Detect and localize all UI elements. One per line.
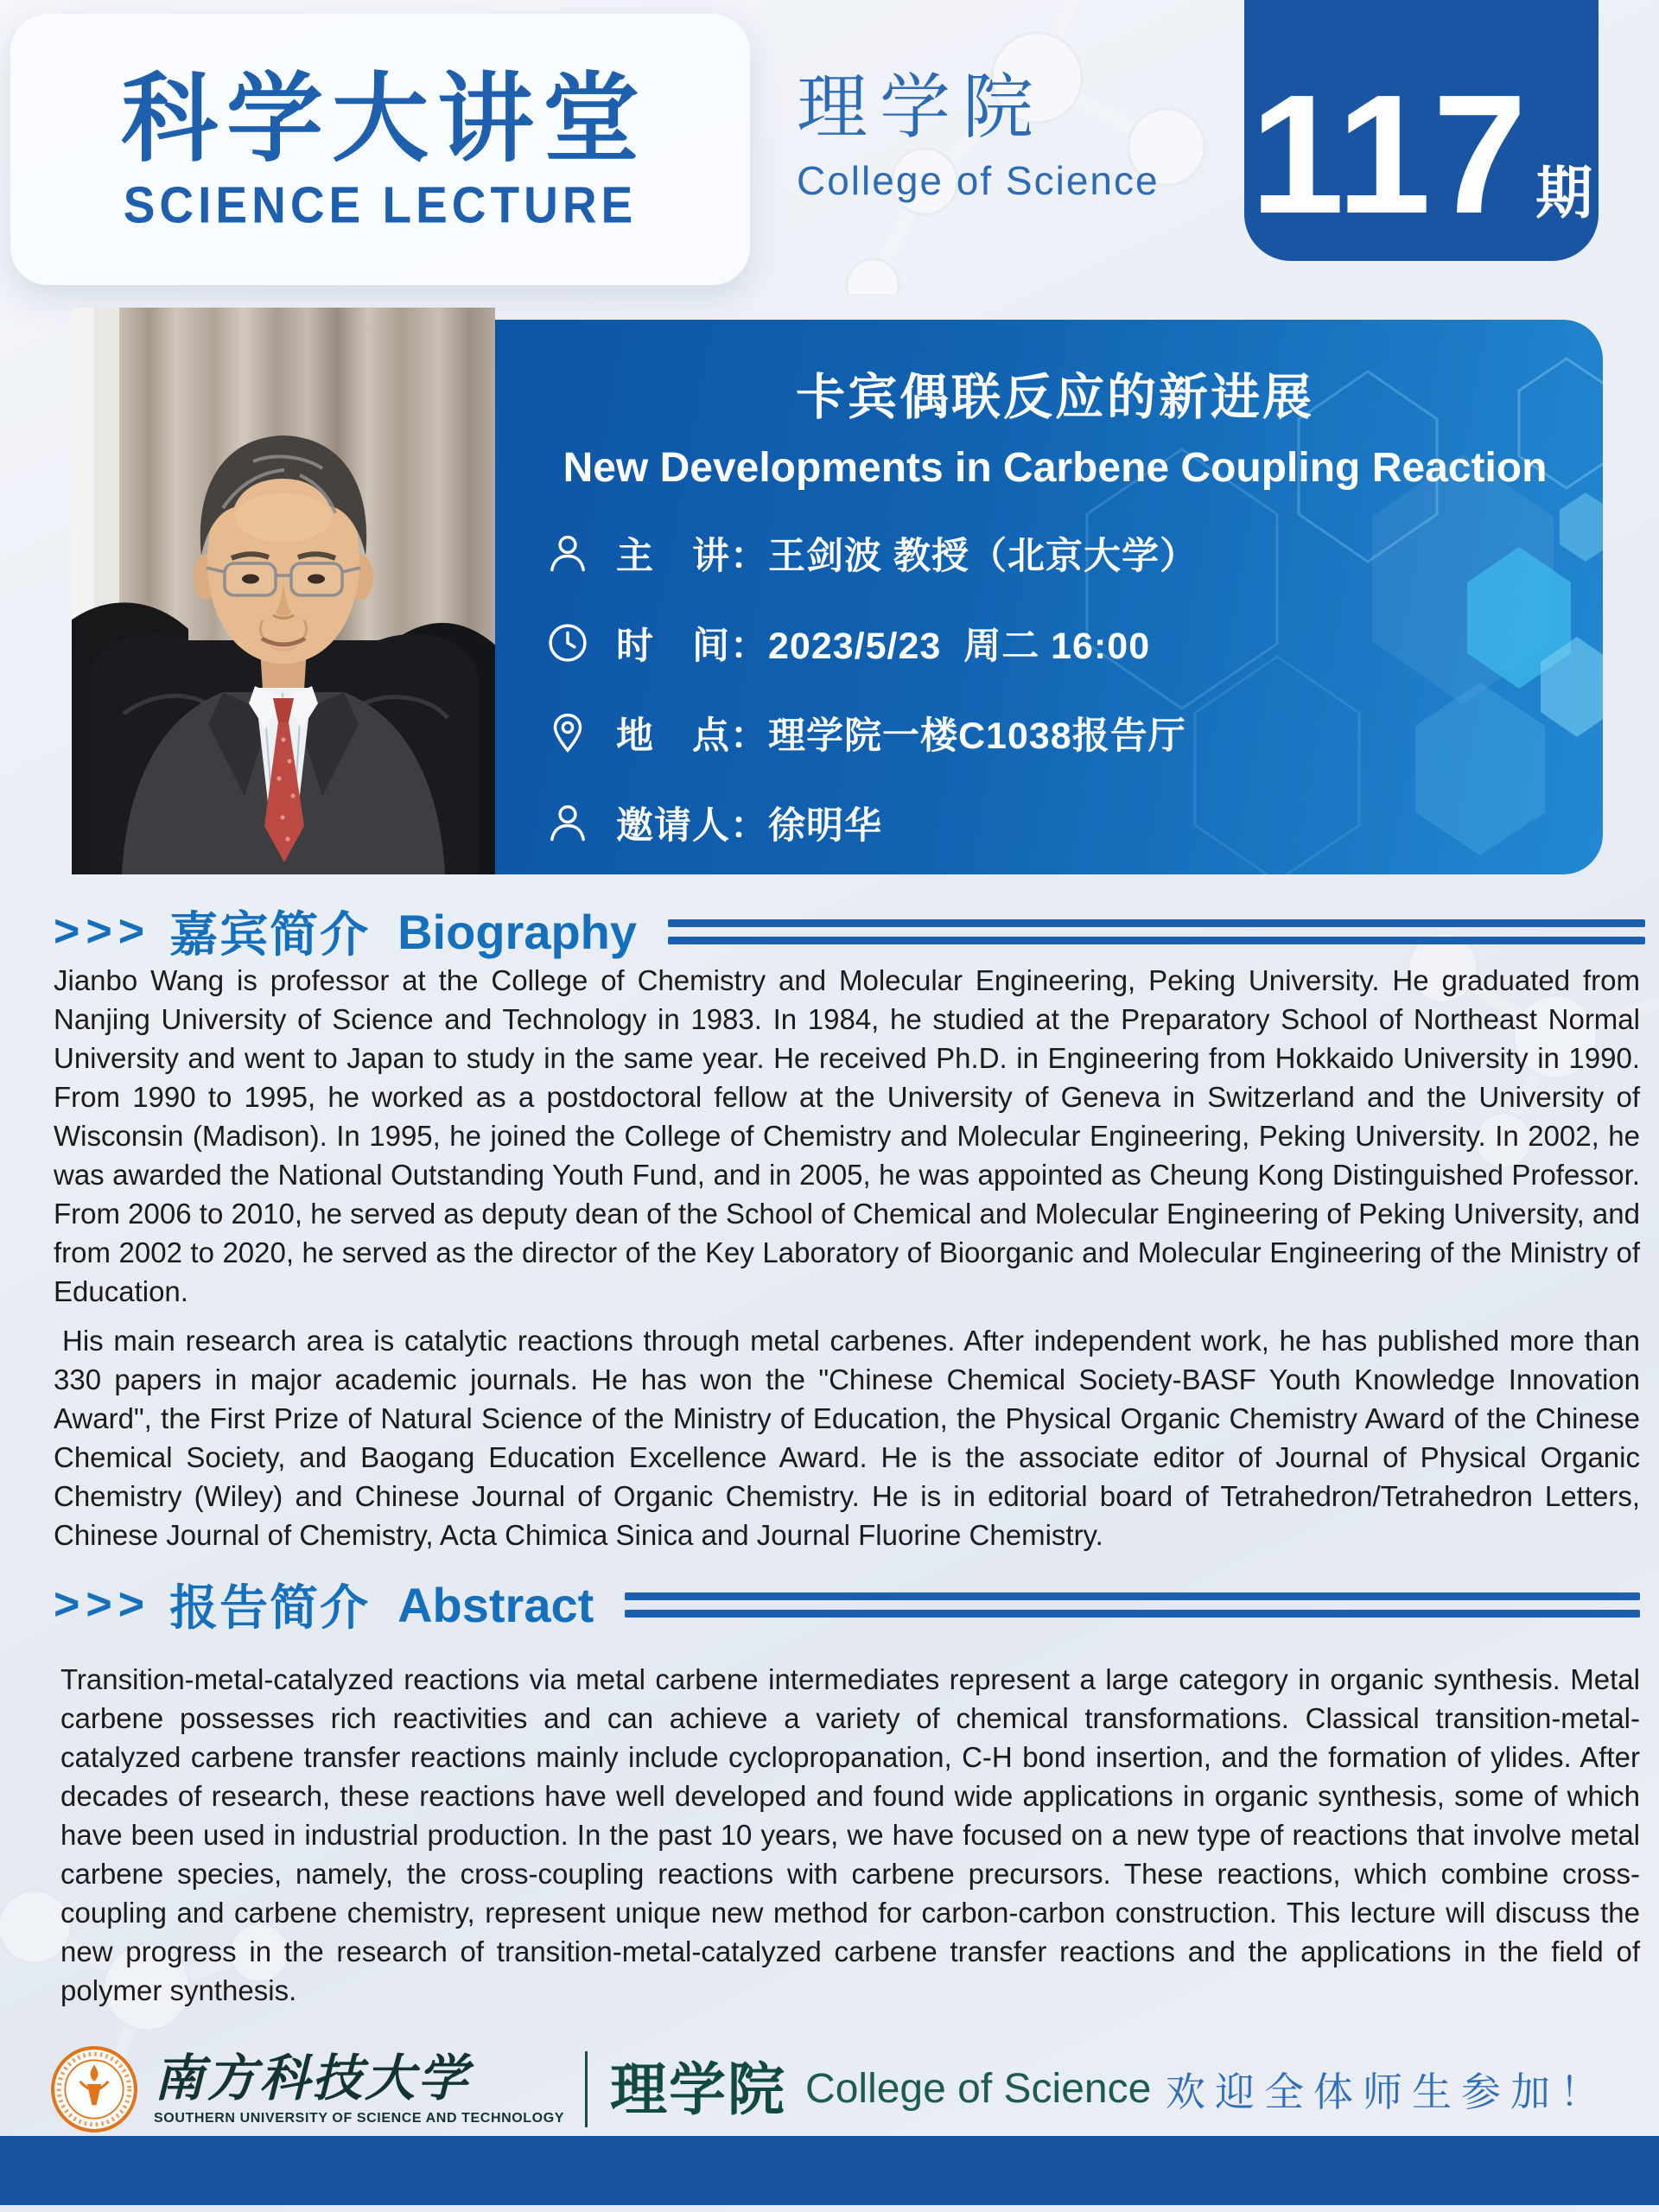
footer [50,2041,1609,2138]
biography-heading-en: Biography [397,904,638,959]
detail-location-label: 地 点： [616,715,768,757]
speaker-photo [72,308,495,874]
chevrons-icon: >>> [54,1580,151,1630]
header-college-en: College of Science [797,158,1160,203]
university-seal-icon [50,2045,138,2133]
detail-inviter-value: 徐明华 [768,804,882,847]
biography-paragraph-2: His main research area is catalytic reactions through metal carbenes. After independent work, he has published more than 330 papers in major academic journals. He has won the "Chinese Chemical Society-BASF Youth Knowledge Innovation Award", the First Prize of Natural Science of the Ministry of Education, the Physical Organic Chemistry Award of the Chinese Chemical Society, and Baogang Education Excellence Award. He is the associate editor of Journal of Physical Organic Chemistry (Wiley) and Chinese Journal of Organic Chemistry. He is in editorial board of Tetrahedron/Tetrahedron Letters, Chinese Journal of Chemistry, Acta Chimica Sinica and Journal Fluorine Chemistry. [54,1325,1640,1551]
detail-row-time [545,616,1572,670]
welcome-message: 欢迎全体师生参加！ [1166,2069,1609,2114]
biography-heading-cn: 嘉宾简介 [169,907,371,962]
abstract-heading-en: Abstract [397,1577,594,1632]
biography-paragraph-1: Jianbo Wang is professor at the College of Chemistry and Molecular Engineering, Peking University. He graduated from Nanjing University of Science and Technology in 1983. In 1984, he studied at the Preparatory School of Northeast Normal University and went to Japan to study in the same year. He received Ph.D. in Engineering from Hokkaido University in 1990. From 1990 to 1995, he worked as a postdoctoral fellow at the University of Geneva in Switzerland and the University of Wisconsin (Madison). In 1995, he joined the College of Chemistry and Molecular Engineering, Peking University. In 2002, he was awarded the National Outstanding Youth Fund, and in 2005, he was appointed as Cheung Kong Distinguished Professor. From 2006 to 2010, he served as deputy dean of the School of Chemical and Molecular Engineering of Peking University, and from 2002 to 2020, he served as the director of the Key Laboratory of Bioorganic and Molecular Engineering of the Ministry of Education. [54,964,1640,1307]
detail-speaker [616,527,1198,580]
detail-time [616,617,1150,670]
issue-number: 117 [1249,60,1529,250]
body-text [54,961,1640,2010]
detail-location-value: 理学院一楼C1038报告厅 [768,715,1186,757]
detail-location [616,707,1186,760]
lecture-details [545,526,1572,849]
footer-college-cn: 理学院 [610,2057,787,2121]
bottom-band [0,2136,1659,2205]
biography-heading [54,897,1645,966]
location-icon [545,710,590,755]
issue-badge [1244,0,1599,261]
detail-row-speaker [545,526,1572,580]
header-brand-card [10,14,750,285]
detail-time-label: 时 间： [616,625,768,667]
footer-divider [585,2051,588,2127]
section-divider [625,1592,1640,1618]
university-name-cn: 南方科技大学 [154,2048,471,2107]
issue-suffix: 期 [1535,161,1593,225]
section-divider [668,919,1645,944]
abstract-heading-cn: 报告简介 [169,1580,371,1635]
speaker-portrait-illustration [72,308,495,874]
lecture-title-en: New Developments in Carbene Coupling Reaction [563,445,1548,491]
clock-icon [545,620,590,665]
person-icon [545,531,590,575]
lecture-info-content [495,320,1603,849]
header-college-cn: 理学院 [797,68,1046,147]
brand-title-cn: 科学大讲堂 [121,64,648,173]
detail-inviter [616,797,882,849]
detail-row-location [545,706,1572,760]
detail-time-value: 2023/5/23 周二 16:00 [768,625,1151,667]
detail-speaker-label: 主 讲： [616,535,768,577]
detail-inviter-label: 邀请人： [616,804,768,847]
university-name-en: SOUTHERN UNIVERSITY OF SCIENCE AND TECHNOLOGY [154,2110,565,2126]
header-college [797,68,1160,203]
detail-row-inviter [545,796,1572,849]
abstract-heading [54,1570,1640,1639]
person-icon [545,800,590,845]
abstract-paragraph: Transition-metal-catalyzed reactions via metal carbene intermediates represent a large category in organic synthesis. Metal carbene possesses rich reactivities and can achieve a variety of chemical transformations. Classical transition-metal-catalyzed carbene transfer reactions mainly include cyclopropanation, C-H bond insertion, and the formation of ylides. After decades of research, these reactions have well developed and found wide applications in organic synthesis, some of which have been used in industrial production. In the past 10 years, we have focused on a new type of reactions that involve metal carbene species, namely, the cross-coupling reactions with carbene precursors. These reactions, which combine cross-coupling and carbene chemistry, represent unique new method for carbon-carbon construction. This lecture will discuss the new progress in the research of transition-metal-catalyzed carbene transfer reactions and the applications in the field of polymer synthesis. [60,1663,1640,2006]
lecture-info-card [495,320,1603,874]
lecture-title-cn: 卡宾偶联反应的新进展 [796,370,1314,425]
detail-speaker-value: 王剑波 教授（北京大学） [768,535,1198,577]
brand-title-en: SCIENCE LECTURE [123,175,638,233]
footer-college-en: College of Science [805,2066,1152,2112]
chevrons-icon: >>> [54,906,151,957]
university-block [154,2048,565,2126]
